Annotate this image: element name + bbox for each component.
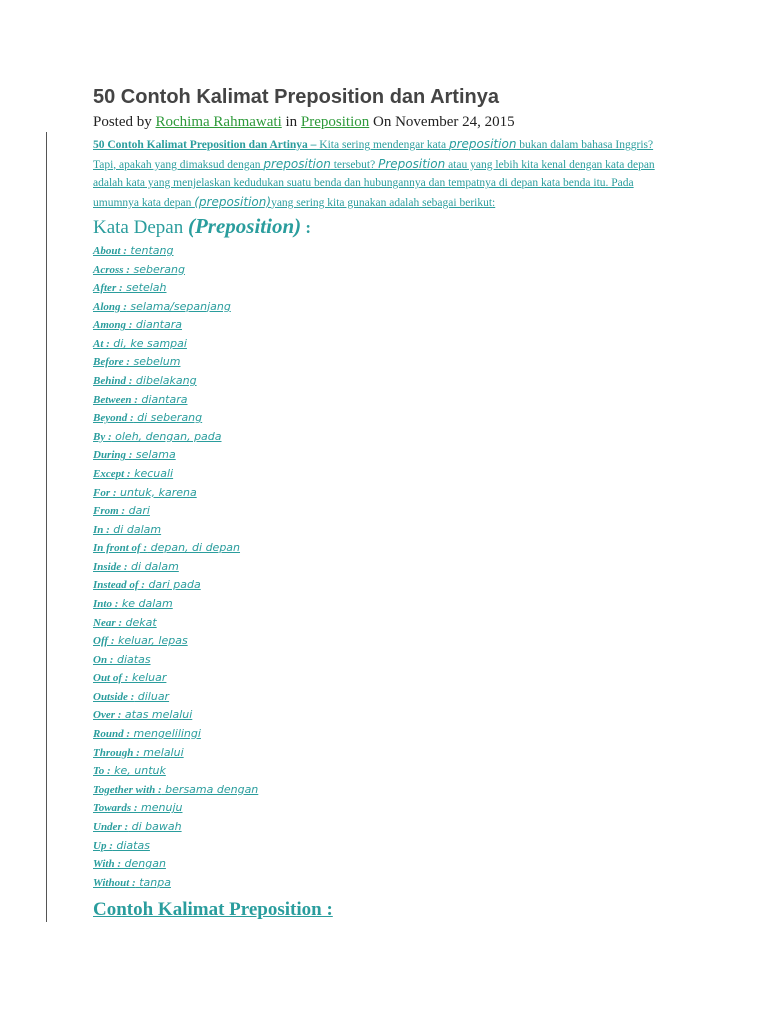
preposition-meaning: dari pada: [144, 578, 201, 592]
preposition-meaning: dari: [125, 504, 150, 518]
preposition-item[interactable]: [93, 558, 258, 577]
preposition-meaning: setelah: [122, 281, 167, 295]
preposition-meaning: oleh, dengan, pada: [111, 429, 222, 443]
intro-text-1: Kita sering mendengar kata: [316, 139, 449, 151]
preposition-meaning: diatas: [113, 652, 151, 666]
preposition-item[interactable]: [93, 539, 258, 558]
preposition-meaning: ke, untuk: [110, 764, 166, 778]
preposition-english: In :: [93, 523, 110, 536]
preposition-item[interactable]: [93, 335, 258, 354]
preposition-meaning: di bawah: [128, 819, 182, 833]
post-meta: [93, 114, 515, 131]
preposition-meaning: di dalam: [109, 522, 162, 536]
preposition-english: On :: [93, 653, 114, 666]
preposition-english: Without :: [93, 876, 136, 889]
preposition-meaning: bersama dengan: [161, 782, 259, 796]
preposition-item[interactable]: [93, 632, 258, 651]
preposition-item[interactable]: [93, 762, 258, 781]
preposition-english: After :: [93, 282, 123, 295]
preposition-item[interactable]: [93, 688, 258, 707]
preposition-english: Up :: [93, 839, 113, 852]
preposition-meaning: atas melalui: [121, 708, 193, 722]
preposition-meaning: dekat: [122, 615, 157, 629]
preposition-english: With :: [93, 858, 122, 871]
preposition-english: From :: [93, 505, 126, 518]
preposition-meaning: tanpa: [135, 875, 171, 889]
preposition-english: Between :: [93, 393, 138, 406]
preposition-item[interactable]: [93, 446, 258, 465]
preposition-english: Under :: [93, 820, 129, 833]
preposition-item[interactable]: [93, 669, 258, 688]
preposition-meaning: kecuali: [130, 466, 174, 480]
preposition-english: During :: [93, 449, 133, 462]
kata-depan-heading: [93, 214, 311, 239]
preposition-meaning: untuk, karena: [116, 485, 197, 499]
preposition-meaning: diantara: [132, 318, 183, 332]
preposition-meaning: diluar: [134, 689, 170, 703]
post-date: On November 24, 2015: [369, 114, 515, 130]
preposition-english: Along :: [93, 300, 127, 313]
preposition-item[interactable]: [93, 353, 258, 372]
preposition-english: To :: [93, 765, 111, 778]
preposition-meaning: menuju: [137, 801, 183, 815]
in-label: in: [281, 114, 301, 130]
preposition-item[interactable]: [93, 837, 258, 856]
preposition-meaning: di, ke sampai: [109, 336, 187, 350]
preposition-item[interactable]: [93, 744, 258, 763]
preposition-item[interactable]: [93, 818, 258, 837]
preposition-meaning: di dalam: [127, 559, 179, 573]
preposition-item[interactable]: [93, 595, 258, 614]
preposition-english: About :: [93, 245, 127, 257]
preposition-item[interactable]: [93, 428, 258, 447]
preposition-english: Outside :: [93, 690, 135, 703]
intro-paragraph[interactable]: [93, 135, 673, 212]
preposition-meaning: depan, di depan: [147, 541, 241, 555]
intro-word-2: preposition: [263, 156, 331, 171]
preposition-english: Except :: [93, 467, 131, 480]
preposition-item[interactable]: [93, 576, 258, 595]
preposition-item[interactable]: [93, 614, 258, 633]
preposition-item[interactable]: [93, 298, 258, 317]
intro-word-4: (preposition): [194, 194, 272, 209]
preposition-english: By :: [93, 430, 112, 443]
preposition-item[interactable]: [93, 465, 258, 484]
preposition-item[interactable]: [93, 706, 258, 725]
preposition-english: Out of :: [93, 672, 129, 685]
intro-text-5: yang sering kita gunakan adalah sebagai berikut:: [271, 196, 496, 209]
posted-by-label: Posted by: [93, 114, 156, 130]
intro-word-1: preposition: [448, 137, 517, 151]
preposition-item[interactable]: [93, 781, 258, 800]
intro-text-4: atau yang lebih kita kenal dengan kata depan adalah kata yang menjelaskan kedudukan suatu benda dan hubungannya dan tempatnya di depan kata benda itu. Pada umumnya kata depan: [93, 158, 655, 209]
preposition-item[interactable]: [93, 799, 258, 818]
article-title: 50 Contoh Kalimat Preposition dan Artinya: [93, 86, 499, 108]
preposition-item[interactable]: [93, 874, 258, 893]
intro-lead: 50 Contoh Kalimat Preposition dan Artinya –: [93, 139, 317, 151]
preposition-english: Over :: [93, 709, 122, 722]
intro-word-3: Preposition: [378, 156, 446, 171]
preposition-english: Across :: [93, 263, 130, 276]
kata-depan-heading-text: Kata Depan: [93, 217, 188, 238]
category-link[interactable]: Preposition: [300, 114, 370, 130]
preposition-english: Beyond :: [93, 412, 134, 425]
preposition-meaning: diantara: [137, 392, 188, 406]
preposition-english: Among :: [93, 319, 133, 332]
preposition-meaning: seberang: [129, 262, 185, 276]
preposition-meaning: selama/sepanjang: [126, 299, 231, 313]
author-link[interactable]: Rochima Rahmawati: [155, 114, 282, 130]
preposition-english: Behind :: [93, 375, 133, 388]
preposition-english: Into :: [93, 597, 119, 610]
preposition-item[interactable]: [93, 242, 258, 261]
preposition-item[interactable]: [93, 484, 258, 503]
preposition-meaning: ke dalam: [118, 596, 173, 610]
preposition-english: Off :: [93, 635, 115, 648]
preposition-meaning: diatas: [112, 838, 150, 852]
kata-depan-heading-emphasis: (Preposition): [187, 214, 302, 238]
preposition-english: Round :: [93, 728, 130, 741]
preposition-meaning: sebelum: [129, 355, 181, 369]
preposition-english: Together with :: [93, 783, 162, 796]
preposition-item[interactable]: [93, 316, 258, 335]
preposition-item[interactable]: [93, 391, 258, 410]
preposition-meaning: dibelakang: [132, 374, 197, 388]
preposition-meaning: di seberang: [133, 411, 203, 425]
preposition-item[interactable]: [93, 409, 258, 428]
contoh-kalimat-heading[interactable]: Contoh Kalimat Preposition :: [93, 899, 333, 920]
left-margin-rule: [46, 132, 47, 922]
preposition-meaning: keluar, lepas: [114, 634, 188, 648]
intro-text-2: bukan dalam bahasa Inggris? Tapi, apakah yang dimaksud dengan: [93, 139, 654, 171]
preposition-meaning: melalui: [139, 745, 184, 759]
preposition-meaning: keluar: [128, 671, 167, 685]
preposition-list: [93, 242, 258, 892]
preposition-english: For :: [93, 486, 117, 499]
preposition-english: Near :: [93, 616, 123, 629]
preposition-english: At :: [93, 337, 110, 350]
preposition-english: Inside :: [93, 560, 128, 573]
preposition-meaning: tentang: [126, 244, 174, 257]
preposition-item[interactable]: [93, 279, 258, 298]
preposition-item[interactable]: [93, 725, 258, 744]
preposition-english: Towards :: [93, 802, 138, 815]
preposition-item[interactable]: [93, 372, 258, 391]
preposition-item[interactable]: [93, 261, 258, 280]
preposition-english: Before :: [93, 356, 130, 369]
preposition-item[interactable]: [93, 521, 258, 540]
preposition-english: Instead of :: [93, 579, 145, 592]
intro-text-3: tersebut?: [330, 158, 379, 171]
preposition-item[interactable]: [93, 651, 258, 670]
preposition-item[interactable]: [93, 502, 258, 521]
preposition-meaning: selama: [132, 448, 176, 462]
preposition-item[interactable]: [93, 855, 258, 874]
preposition-english: In front of :: [93, 542, 148, 555]
preposition-meaning: mengelilingi: [130, 727, 201, 741]
preposition-english: Through :: [93, 746, 140, 759]
kata-depan-heading-colon: :: [301, 218, 312, 237]
preposition-meaning: dengan: [121, 857, 166, 871]
